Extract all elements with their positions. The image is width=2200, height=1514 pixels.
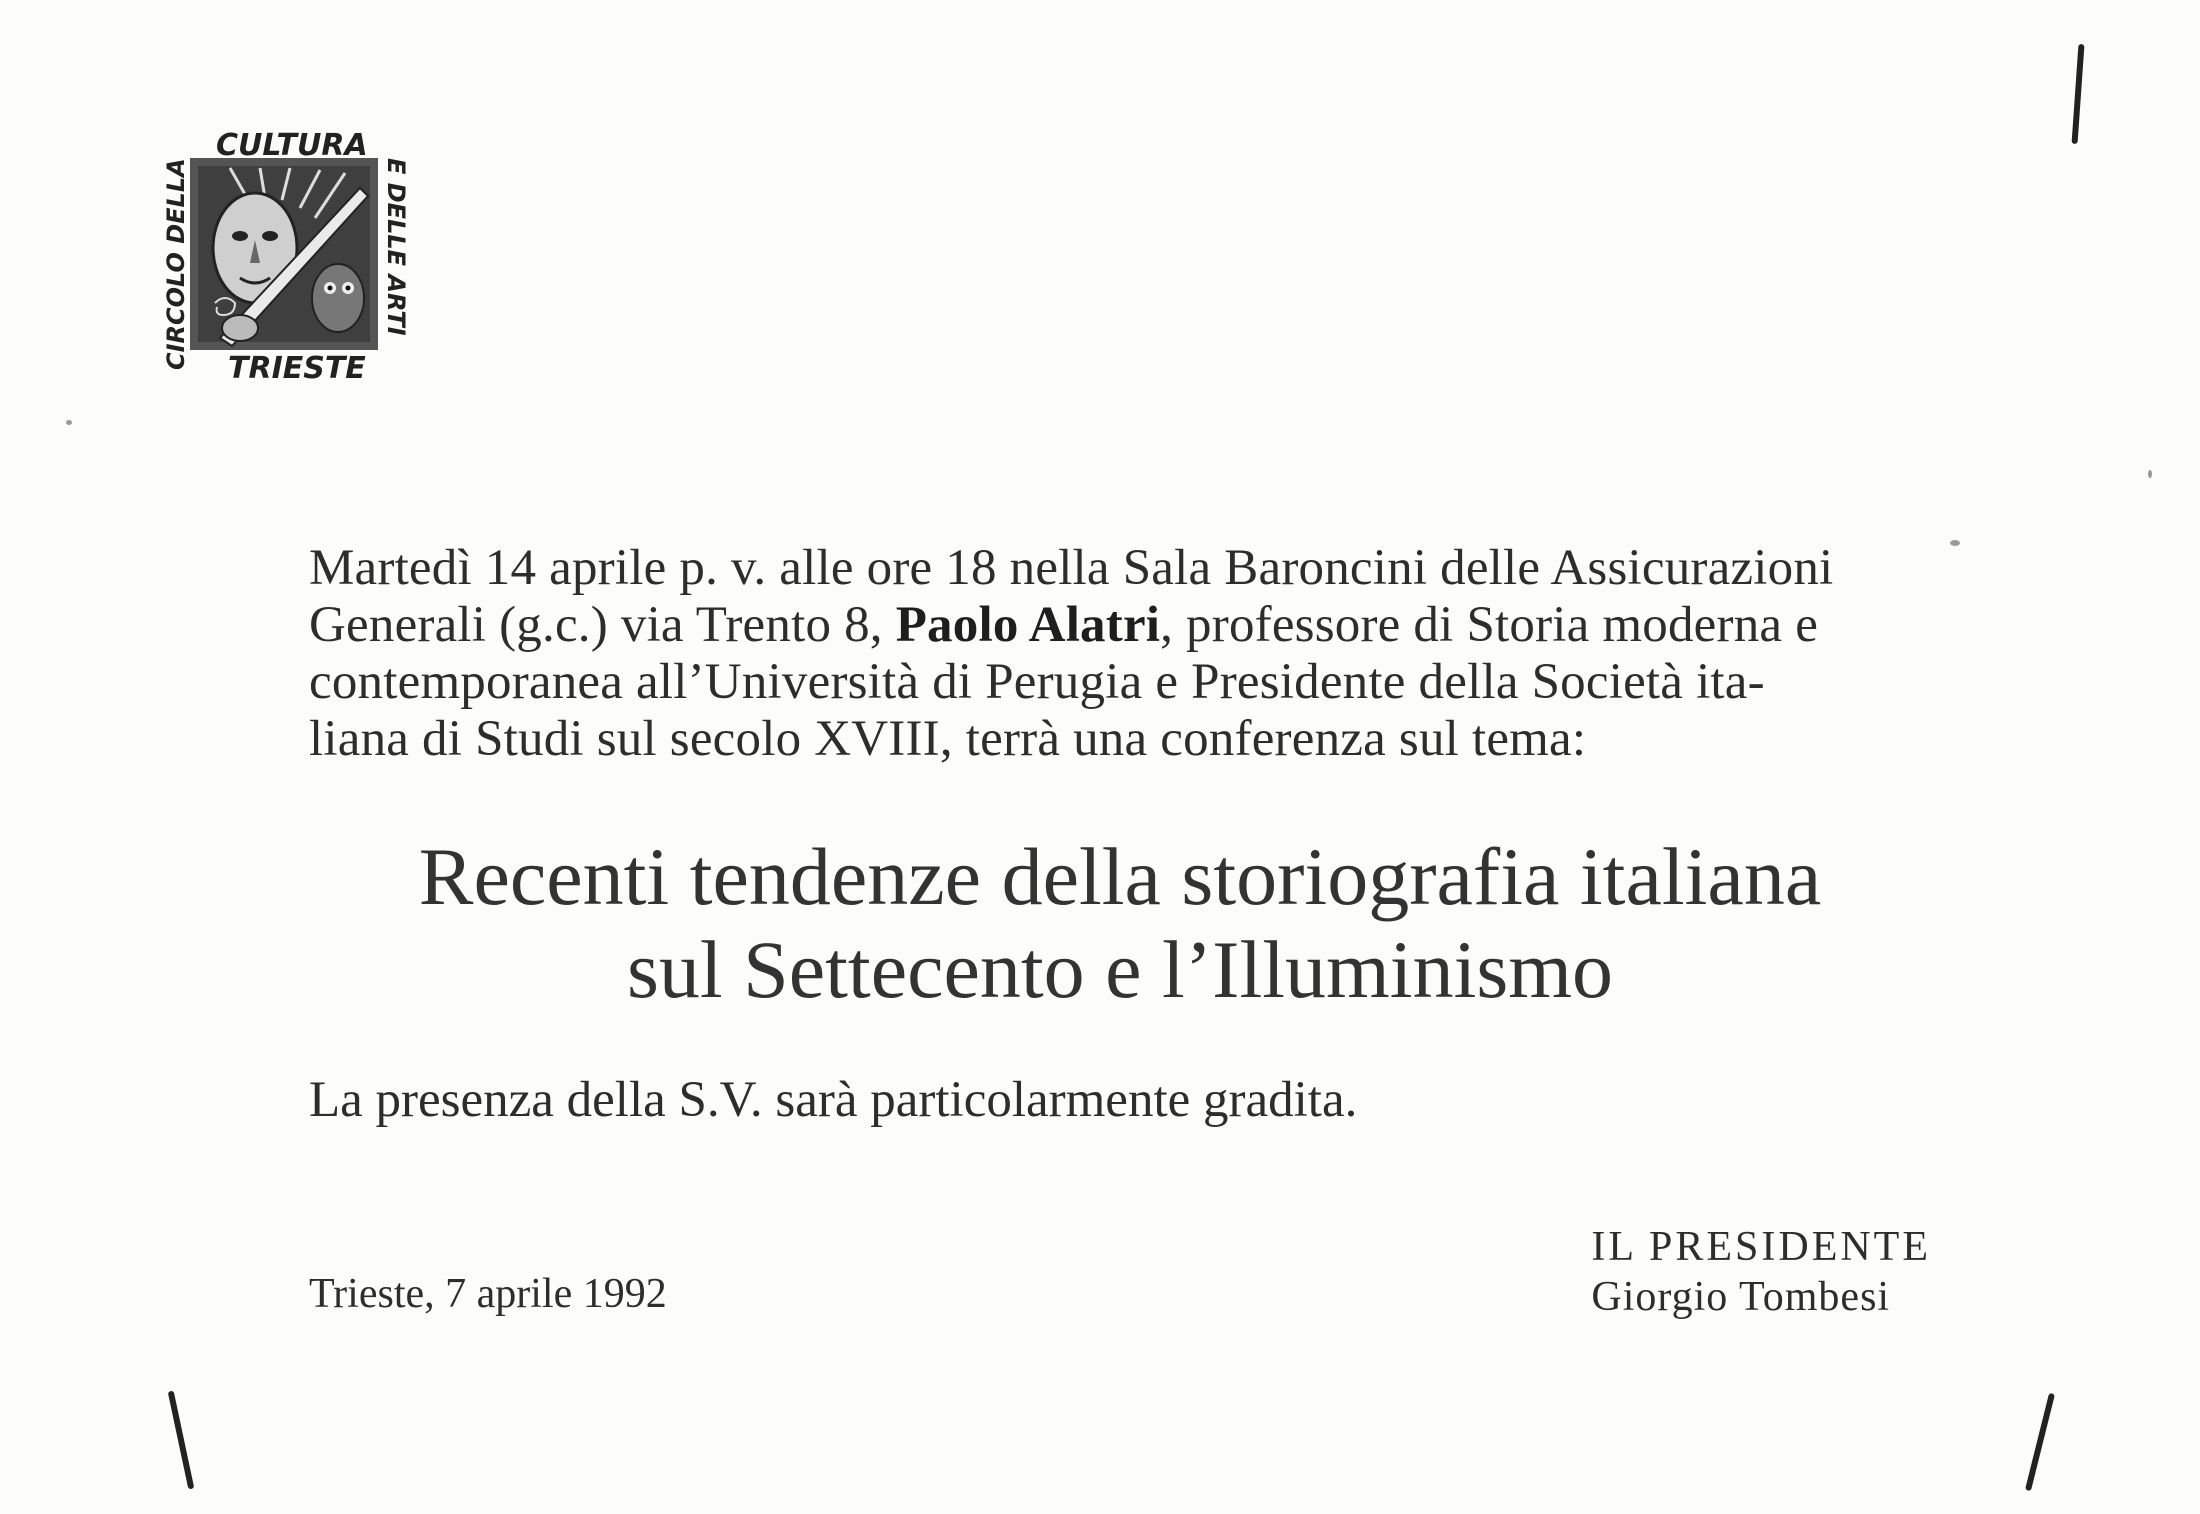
intro-line-3: contemporanea all’Università di Perugia e Presidente della Società ita- (309, 654, 1765, 710)
closing-remark: La presenza della S.V. sarà particolarmente gradita. (309, 1072, 1358, 1128)
place-date: Trieste, 7 aprile 1992 (309, 1271, 667, 1317)
conference-title-line-2: sul Settecento e l’Illuminismo (626, 924, 1614, 1015)
paper-speck (2148, 470, 2152, 478)
intro-line-4: liana di Studi sul secolo XVIII, terrà una conferenza sul tema: (309, 711, 1587, 767)
speaker-name: Paolo Alatri (895, 597, 1161, 653)
signature-role: IL PRESIDENTE (1591, 1224, 1931, 1270)
logo-text-bottom: TRIESTE (228, 351, 366, 386)
signature-block (1591, 1222, 1931, 1322)
logo-text-top: CULTURA (216, 128, 368, 163)
conference-title-line-1: Recenti tendenze della storiografia italiana (418, 831, 1822, 922)
logo-text-right: E DELLE ARTI (382, 158, 410, 336)
signature-name: Giorgio Tombesi (1591, 1274, 1891, 1320)
crop-mark-top-right (2072, 44, 2085, 144)
intro-line-2 (309, 597, 1929, 654)
crop-mark-bottom-left (168, 1390, 195, 1489)
intro-line-2-end: , professore di Storia moderna e (1160, 597, 1819, 653)
conference-title (200, 830, 2040, 1016)
invitation-text (309, 540, 1929, 768)
circolo-logo (160, 128, 412, 390)
paper-speck (1950, 540, 1960, 546)
intro-line-2-start: Generali (g.c.) via Trento 8, (309, 597, 896, 653)
intro-line-1: Martedì 14 aprile p. v. alle ore 18 nella Sala Baroncini delle Assicurazioni (309, 540, 1834, 596)
paper-speck (66, 420, 72, 425)
logo-text-left: CIRCOLO DELLA (162, 158, 190, 370)
crop-mark-bottom-right (2025, 1393, 2055, 1491)
